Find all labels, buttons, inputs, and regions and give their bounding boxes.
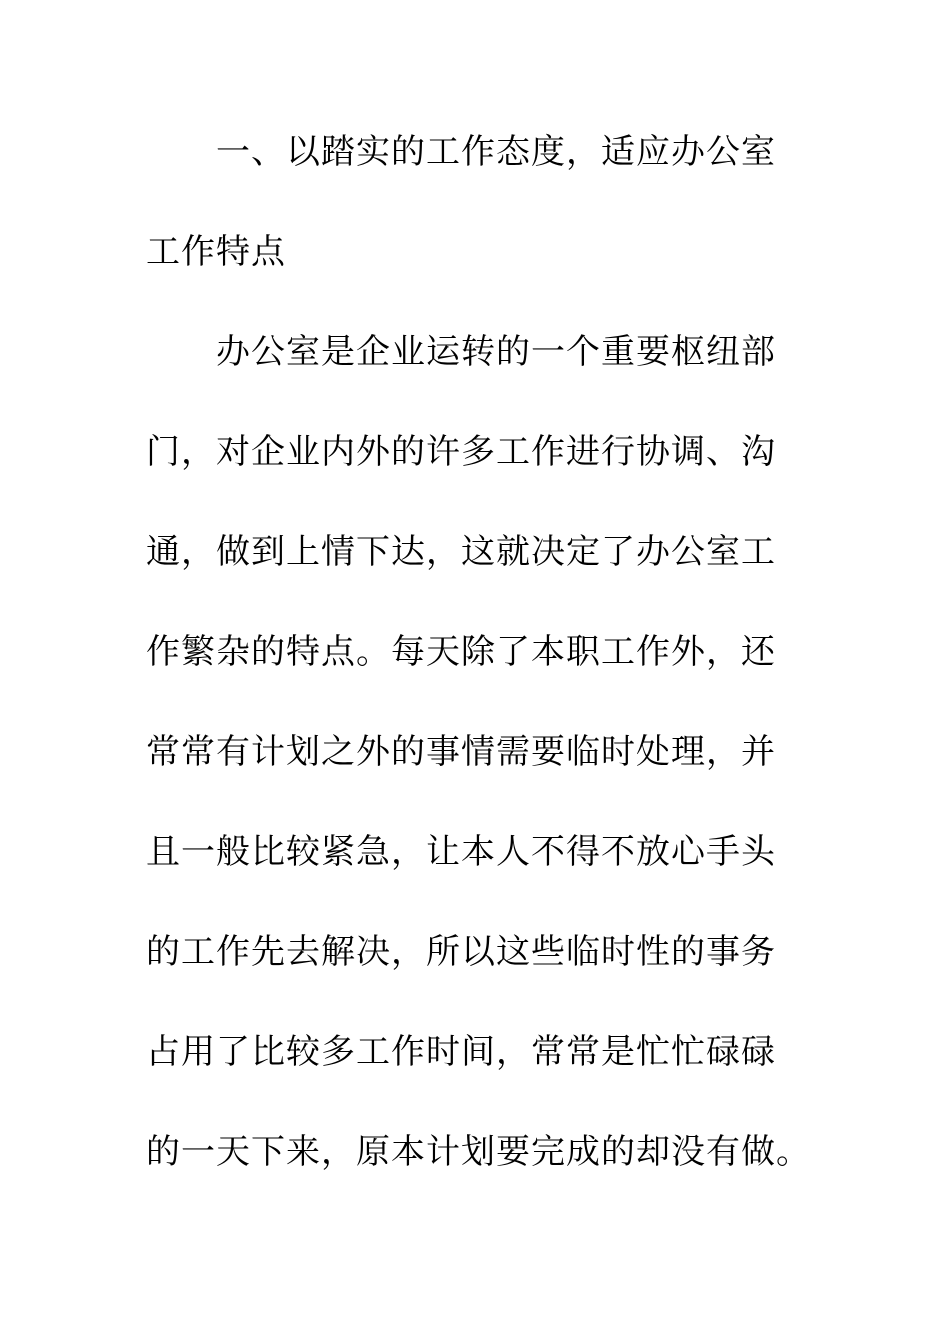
paragraph-line-3: 通，做到上情下达，这就决定了办公室工 [146,532,776,572]
heading-line-2: 工作特点 [146,232,286,272]
heading-line-1: 一、以踏实的工作态度，适应办公室 [216,132,776,172]
paragraph-line-5: 常常有计划之外的事情需要临时处理，并 [146,732,776,772]
paragraph-line-4: 作繁杂的特点。每天除了本职工作外，还 [146,632,776,672]
paragraph-line-9: 的一天下来，原本计划要完成的却没有做。 [146,1132,811,1172]
paragraph-line-6: 且一般比较紧急，让本人不得不放心手头 [146,832,776,872]
paragraph-line-8: 占用了比较多工作时间，常常是忙忙碌碌 [146,1032,776,1072]
paragraph-line-7: 的工作先去解决，所以这些临时性的事务 [146,932,776,972]
paragraph-line-1: 办公室是企业运转的一个重要枢纽部 [216,332,776,372]
paragraph-line-2: 门，对企业内外的许多工作进行协调、沟 [146,432,776,472]
